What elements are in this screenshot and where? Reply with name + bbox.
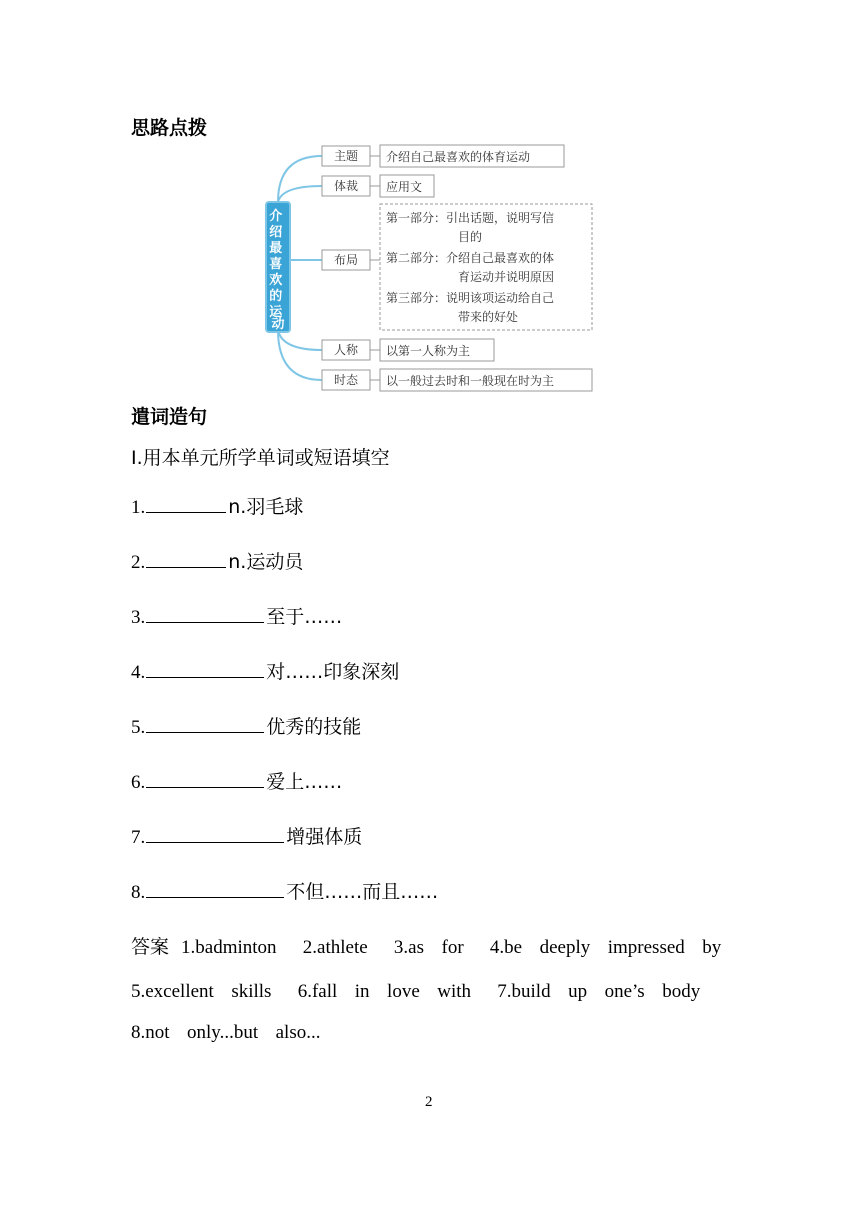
connector-genre [278, 186, 322, 202]
answer-blank[interactable] [146, 659, 264, 678]
answer-line-1 [131, 932, 721, 959]
branch-content-layout-line: 第一部分：引出话题，说明写信 [386, 211, 555, 225]
item-prompt: n.羽毛球 [228, 496, 304, 518]
answer-blank[interactable] [146, 879, 284, 898]
connector-tense [278, 330, 322, 380]
item-number: 6. [131, 772, 146, 793]
exercise-item-1 [131, 492, 303, 519]
mind-map [262, 140, 602, 395]
exercise-item-5 [131, 712, 361, 739]
item-prompt: n.运动员 [228, 551, 304, 573]
item-number: 5. [131, 717, 146, 738]
branch-content-layout-line: 第三部分：说明该项运动给自己 [386, 291, 555, 305]
answer-blank[interactable] [146, 714, 264, 733]
branch-content-layout-line: 目的 [458, 230, 483, 244]
answer-blank[interactable] [146, 604, 264, 623]
answer-blank[interactable] [146, 494, 226, 513]
item-number: 7. [131, 827, 146, 848]
item-prompt: 不但……而且…… [286, 881, 439, 903]
exercise-item-2 [131, 547, 303, 574]
item-prompt: 至于…… [266, 606, 343, 628]
exercise-item-6 [131, 767, 342, 794]
branch-content-layout-line: 第二部分：介绍自己最喜欢的体 [386, 251, 555, 265]
item-number: 3. [131, 607, 146, 628]
mind-map-center-text: 介 绍 最 喜 欢 的 运 动 [269, 209, 285, 332]
page-number: 2 [425, 1094, 433, 1110]
branch-content-genre: 应用文 [386, 180, 423, 194]
exercise-item-3 [131, 602, 342, 629]
branch-content-person: 以第一人称为主 [386, 344, 471, 358]
answer-label: 答案 [131, 936, 170, 958]
branch-label-tense: 时态 [333, 373, 359, 387]
item-number: 1. [131, 497, 146, 518]
branch-label-layout: 布局 [333, 253, 359, 267]
item-prompt: 优秀的技能 [266, 716, 362, 738]
answer-line-3: 8.not only...but also... [131, 1022, 321, 1043]
branch-label-theme: 主题 [333, 149, 359, 163]
item-number: 4. [131, 662, 146, 683]
item-number: 2. [131, 552, 146, 573]
branch-label-genre: 体裁 [333, 179, 359, 193]
exercise-item-7 [131, 822, 362, 849]
item-prompt: 增强体质 [286, 826, 363, 848]
answer-blank[interactable] [146, 769, 264, 788]
item-number: 8. [131, 882, 146, 903]
branch-label-person: 人称 [333, 343, 359, 357]
item-prompt: 对……印象深刻 [266, 661, 400, 683]
branch-content-layout-line: 带来的好处 [458, 310, 519, 324]
section-title-thinking: 思路点拨 [131, 117, 208, 139]
connector-theme [278, 156, 322, 202]
answer-line-2: 5.excellent skills 6.fall in love with 7.build up one’s body [131, 981, 701, 1002]
exercise-item-8 [131, 877, 438, 904]
section-title-wording: 遣词造句 [131, 406, 208, 428]
item-prompt: 爱上…… [266, 771, 343, 793]
branch-content-theme: 介绍自己最喜欢的体育运动 [386, 150, 531, 164]
exercise-item-4 [131, 657, 399, 684]
answer-blank[interactable] [146, 824, 284, 843]
answer-text: 1.badminton 2.athlete 3.as for 4.be deeply impressed by [181, 937, 722, 958]
exercise-instruction: Ⅰ.用本单元所学单词或短语填空 [131, 447, 390, 469]
branch-content-layout-line: 育运动并说明原因 [458, 270, 555, 284]
answer-blank[interactable] [146, 549, 226, 568]
branch-content-tense: 以一般过去时和一般现在时为主 [386, 374, 555, 388]
